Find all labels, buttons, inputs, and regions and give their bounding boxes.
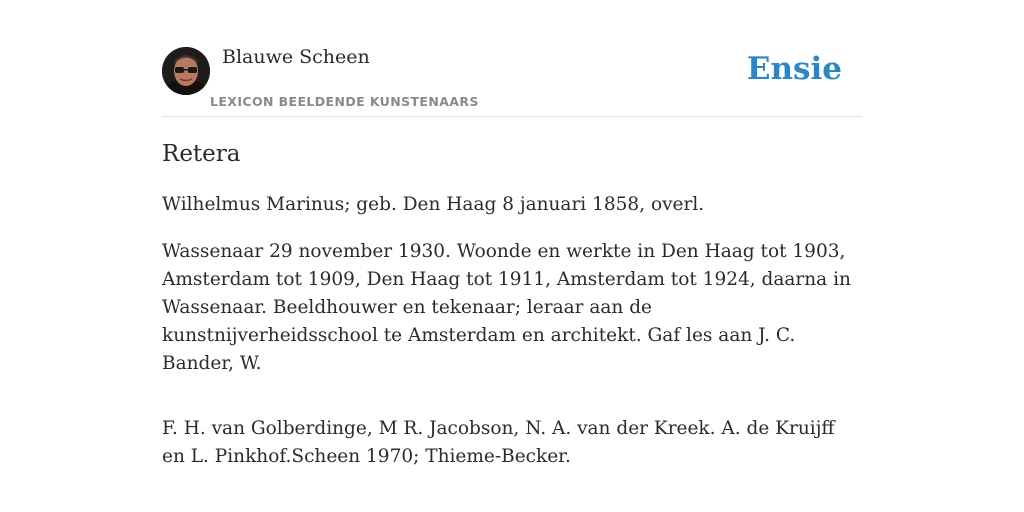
article-title: Retera bbox=[162, 141, 241, 167]
article-paragraph: Wilhelmus Marinus; geb. Den Haag 8 januari 1858, overl. bbox=[162, 194, 705, 215]
article bbox=[162, 139, 862, 490]
avatar[interactable] bbox=[162, 47, 210, 95]
article-paragraph: F. H. van Golberdinge, M R. Jacobson, N. A. van der Kreek. A. de Kruijff en L. Pinkhof.Scheen 1970; Thieme-Becker. bbox=[162, 418, 835, 467]
article-paragraph: Wassenaar 29 november 1930. Woonde en werkte in Den Haag tot 1903, Amsterdam tot 1909, Den Haag tot 1911, Amsterdam tot 1924, daarna in Wassenaar. Beeldhouwer en tekenaar; leraar aan de kunstnijverheidsschool te Amsterdam en architekt. Gaf les aan J. C. Bander, W. bbox=[162, 241, 851, 374]
avatar-portrait-icon bbox=[162, 47, 210, 95]
paragraph-spacer bbox=[162, 397, 862, 415]
site-header bbox=[162, 0, 862, 117]
brand-logo[interactable]: Ensie bbox=[746, 51, 842, 87]
lexicon-subtitle: LEXICON BEELDENDE KUNSTENAARS bbox=[210, 94, 479, 109]
author-name[interactable]: Blauwe Scheen bbox=[222, 46, 370, 68]
